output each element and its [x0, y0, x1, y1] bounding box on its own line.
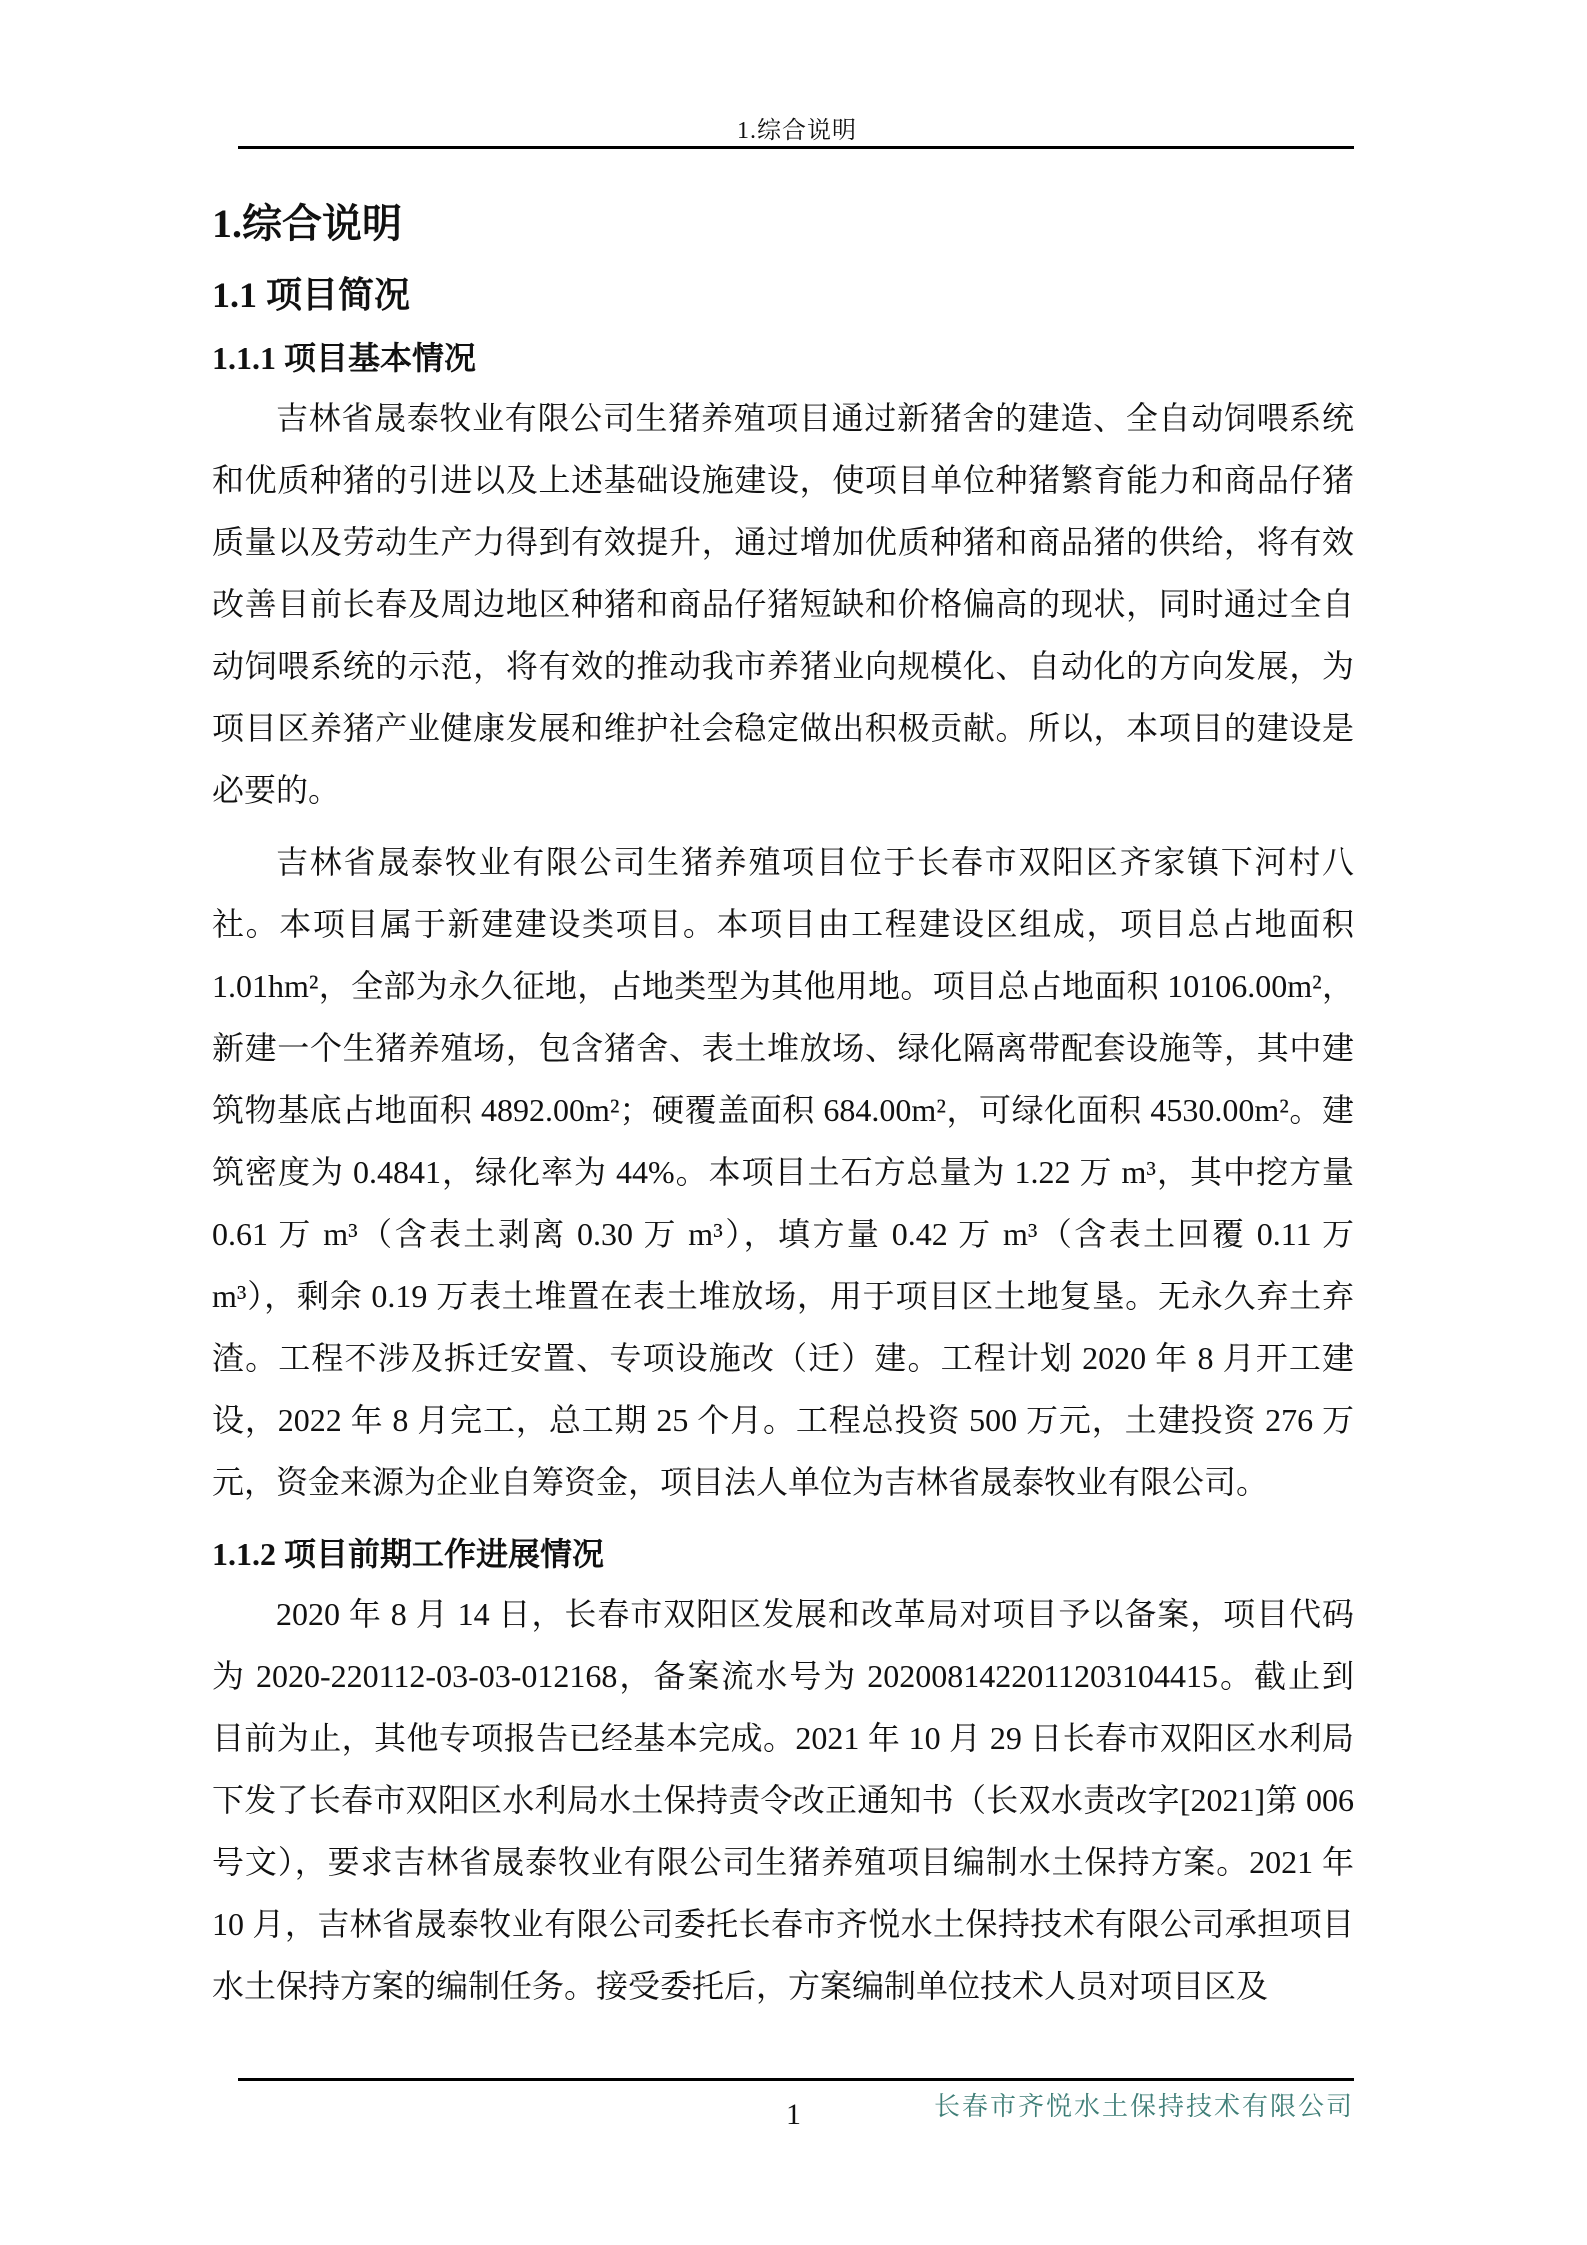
footer-rule	[238, 2078, 1354, 2081]
section-heading: 1.1 项目简况	[212, 275, 411, 315]
page-number: 1	[786, 2098, 801, 2131]
document-body	[212, 150, 1354, 2027]
body-paragraph: 2020 年 8 月 14 日，长春市双阳区发展和改革局对项目予以备案，项目代码为 2020-220112-03-03-012168，备案流水号为 2020081422011203104415。截止到目前为止，其他专项报告已经基本完成。2021 年 10 月 29 日长春市双阳区水利局下发了长春市双阳区水利局水土保持责令改正通知书（长双水责改字[2021]第 006 号文），要求吉林省晟泰牧业有限公司生猪养殖项目编制水土保持方案。2021 年 10 月，吉林省晟泰牧业有限公司委托长春市齐悦水土保持技术有限公司承担项目水土保持方案的编制任务。接受委托后，方案编制单位技术人员对项目区及	[212, 1596, 1354, 2004]
subsection-heading-1-1-2: 1.1.2 项目前期工作进展情况	[212, 1536, 605, 1572]
running-header-title: 1.综合说明	[737, 118, 857, 144]
footer-company-name: 长春市齐悦水土保持技术有限公司	[933, 2092, 1354, 2121]
header-rule	[238, 146, 1354, 149]
body-paragraph: 吉林省晟泰牧业有限公司生猪养殖项目通过新猪舍的建造、全自动饲喂系统和优质种猪的引进以及上述基础设施建设，使项目单位种猪繁育能力和商品仔猪质量以及劳动生产力得到有效提升，通过增加优质种猪和商品猪的供给，将有效改善目前长春及周边地区种猪和商品仔猪短缺和价格偏高的现状，同时通过全自动饲喂系统的示范，将有效的推动我市养猪业向规模化、自动化的方向发展，为项目区养猪产业健康发展和维护社会稳定做出积极贡献。所以，本项目的建设是必要的。	[212, 400, 1354, 808]
body-paragraph: 吉林省晟泰牧业有限公司生猪养殖项目位于长春市双阳区齐家镇下河村八社。本项目属于新建建设类项目。本项目由工程建设区组成，项目总占地面积 1.01hm²，全部为永久征地，占地类型为其他用地。项目总占地面积 10106.00m²，新建一个生猪养殖场，包含猪舍、表土堆放场、绿化隔离带配套设施等，其中建筑物基底占地面积 4892.00m²；硬覆盖面积 684.00m²，可绿化面积 4530.00m²。建筑密度为 0.4841，绿化率为 44%。本项目土石方总量为 1.22 万 m³，其中挖方量 0.61 万 m³（含表土剥离 0.30 万 m³），填方量 0.42 万 m³（含表土回覆 0.11 万 m³），剩余 0.19 万表土堆置在表土堆放场，用于项目区土地复垦。无永久弃土弃渣。工程不涉及拆迁安置、专项设施改（迁）建。工程计划 2020 年 8 月开工建设，2022 年 8 月完工，总工期 25 个月。工程总投资 500 万元，土建投资 276 万元，资金来源为企业自筹资金，项目法人单位为吉林省晟泰牧业有限公司。	[212, 844, 1354, 1500]
chapter-heading: 1.综合说明	[212, 201, 402, 246]
subsection-heading-1-1-1: 1.1.1 项目基本情况	[212, 340, 477, 376]
